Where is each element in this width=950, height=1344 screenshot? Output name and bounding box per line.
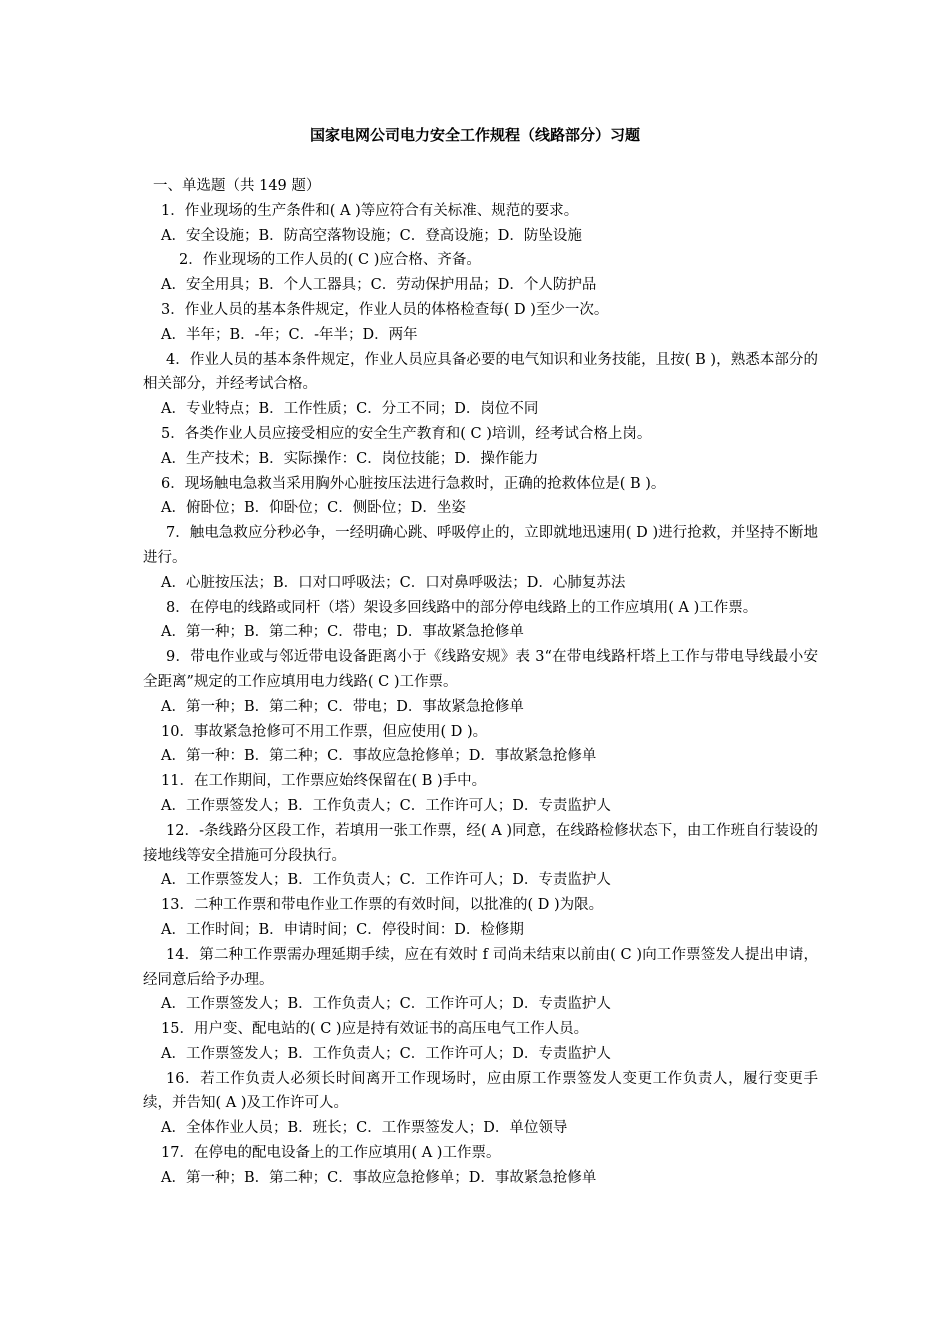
question-3: 3．作业人员的基本条件规定，作业人员的体格检查每( D )至少一次。: [161, 301, 609, 318]
options-2: A．安全用具；B．个人工器具；C．劳动保护用品；D．个人防护品: [161, 277, 597, 294]
options-16: A．全体作业人员；B．班长；C．工作票签发人；D．单位领导: [161, 1120, 568, 1137]
options-12: A．工作票签发人；B．工作负责人；C．工作许可人；D．专责监护人: [161, 872, 611, 889]
options-10: A．第一种：B．第二种；C．事故应急抢修单；D．事故紧急抢修单: [161, 748, 597, 765]
options-17: A．第一种；B．第二种；C．事故应急抢修单；D．事故紧急抢修单: [161, 1169, 597, 1186]
options-3: A．半年；B．-年；C．-年半；D．两年: [161, 326, 418, 343]
question-4: 4．作业人员的基本条件规定，作业人员应具备必要的电气知识和业务技能，且按( B )，熟悉本部分的相关部分，并经考试合格。: [143, 351, 818, 393]
question-2: 2．作业现场的工作人员的( C )应合格、齐备。: [179, 252, 481, 269]
question-13: 13．二种工作票和带电作业工作票的有效时间，以批准的( D )为限。: [161, 897, 604, 914]
options-4: A．专业特点；B．工作性质；C．分工不同；D．岗位不同: [161, 401, 539, 418]
options-15: A．工作票签发人；B．工作负责人；C．工作许可人；D．专责监护人: [161, 1045, 611, 1062]
question-17: 17．在停电的配电设备上的工作应填用( A )工作票。: [161, 1145, 501, 1162]
options-1: A．安全设施；B．防高空落物设施；C．登高设施；D．防坠设施: [161, 227, 582, 244]
question-5: 5．各类作业人员应接受相应的安全生产教育和( C )培训，经考试合格上岗。: [161, 425, 652, 442]
document-title: 国家电网公司电力安全工作规程（线路部分）习题: [309, 126, 640, 144]
options-5: A．生产技术；B．实际操作：C．岗位技能；D．操作能力: [161, 450, 539, 467]
options-9: A．第一种；B．第二种；C．带电；D．事故紧急抢修单: [161, 698, 524, 715]
question-list: [143, 174, 818, 1191]
options-11: A．工作票签发人；B．工作负责人；C．工作许可人；D．专责监护人: [161, 797, 611, 814]
section-heading: 一、单选题（共 149 题）: [153, 178, 321, 194]
question-15: 15．用户变、配电站的( C )应是持有效证书的高压电气工作人员。: [161, 1021, 589, 1038]
question-8: 8．在停电的线路或同杆（塔）架设多回线路中的部分停电线路上的工作应填用( A )工作票。: [166, 599, 758, 616]
question-10: 10．事故紧急抢修可不用工作票，但应使用( D )。: [161, 723, 488, 740]
options-13: A．工作时间；B．申请时间；C．停役时间：D．检修期: [161, 921, 524, 938]
options-7: A．心脏按压法；B．口对口呼吸法；C．口对鼻呼吸法；D．心肺复苏法: [161, 574, 626, 591]
question-12: 12．-条线路分区段工作，若填用一张工作票，经( A )同意，在线路检修状态下，由工作班自行装设的接地线等安全措施可分段执行。: [143, 822, 818, 864]
question-6: 6．现场触电急救当采用胸外心脏按压法进行急救时，正确的抢救体位是( B )。: [161, 475, 666, 492]
question-7: 7．触电急救应分秒必争，一经明确心跳、呼吸停止的，立即就地迅速用( D )进行抢救，并坚持不断地进行。: [143, 525, 818, 566]
question-1: 1．作业现场的生产条件和( A )等应符合有关标准、规范的要求。: [161, 202, 579, 219]
options-14: A．工作票签发人；B．工作负责人；C．工作许可人；D．专责监护人: [161, 996, 611, 1013]
question-11: 11．在工作期间，工作票应始终保留在( B )手中。: [161, 773, 487, 790]
question-9: 9．带电作业或与邻近带电设备距离小于《线路安规》表 3“在带电线路杆塔上工作与带电导线最小安全距离”规定的工作应填用电力线路( C )工作票。: [143, 649, 818, 690]
question-16: 16．若工作负责人必须长时间离开工作现场时，应由原工作票签发人变更工作负责人，履行变更手续，并告知( A )及工作许可人。: [143, 1070, 818, 1112]
options-8: A．第一种；B．第二种；C．带电；D．事故紧急抢修单: [161, 624, 524, 641]
question-14: 14．第二种工作票需办理延期手续，应在有效时 f 司尚未结束以前由( C )向工作票签发人提出申请，经同意后给予办理。: [143, 946, 818, 988]
options-6: A．俯卧位；B．仰卧位；C．侧卧位；D．坐姿: [161, 500, 466, 517]
